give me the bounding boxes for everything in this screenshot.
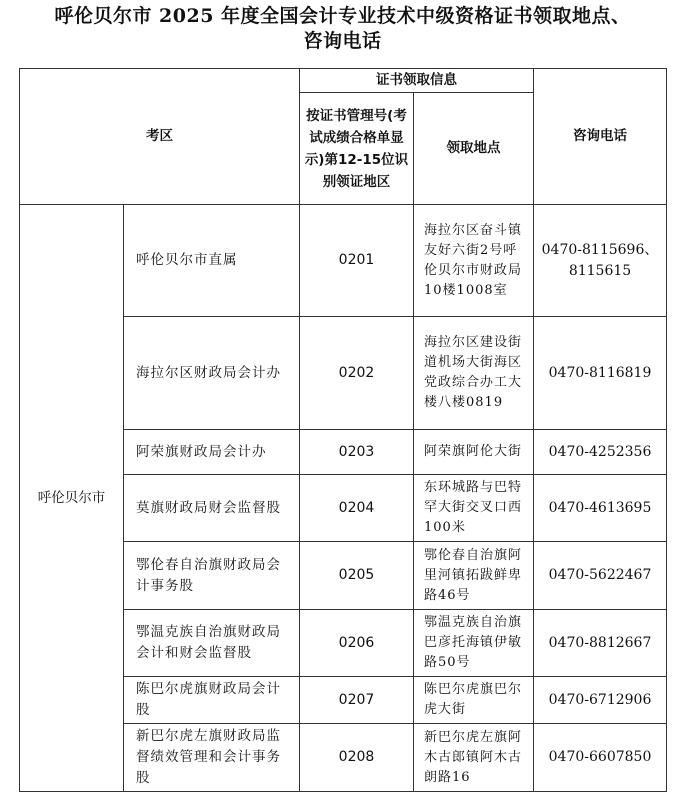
header-phone: 咨询电话 — [534, 69, 667, 205]
header-exam-area: 考区 — [20, 69, 300, 205]
address-cell: 鄂温克族自治旗巴彦托海镇伊敏路50号 — [414, 610, 534, 677]
certificate-pickup-table — [19, 68, 667, 792]
office-cell: 阿荣旗财政局会计办 — [124, 430, 300, 475]
code-cell: 0201 — [300, 205, 414, 317]
phone-cell: 0470-4252356 — [534, 430, 667, 475]
office-cell: 新巴尔虎左旗财政局监督绩效管理和会计事务股 — [124, 724, 300, 792]
office-cell: 鄂伦春自治旗财政局会计事务股 — [124, 542, 300, 610]
phone-cell: 0470-4613695 — [534, 475, 667, 542]
code-cell: 0205 — [300, 542, 414, 610]
phone-cell: 0470-6607850 — [534, 724, 667, 792]
header-row-1 — [20, 69, 667, 93]
phone-cell: 0470-8116819 — [534, 317, 667, 430]
title-line-2: 咨询电话 — [303, 30, 382, 52]
office-cell: 呼伦贝尔市直属 — [124, 205, 300, 317]
address-cell: 阿荣旗阿伦大街 — [414, 430, 534, 475]
phone-cell: 0470-8115696、8115615 — [534, 205, 667, 317]
region-cell: 呼伦贝尔市 — [20, 205, 124, 792]
office-cell: 鄂温克族自治旗财政局会计和财会监督股 — [124, 610, 300, 677]
phone-cell: 0470-8812667 — [534, 610, 667, 677]
office-cell: 莫旗财政局财会监督股 — [124, 475, 300, 542]
address-cell: 海拉尔区奋斗镇友好六街2号呼伦贝尔市财政局10楼1008室 — [414, 205, 534, 317]
address-cell: 陈巴尔虎旗巴尔虎大街 — [414, 677, 534, 724]
code-cell: 0207 — [300, 677, 414, 724]
code-cell: 0202 — [300, 317, 414, 430]
phone-cell: 0470-6712906 — [534, 677, 667, 724]
code-cell: 0206 — [300, 610, 414, 677]
code-cell: 0204 — [300, 475, 414, 542]
title-line-1: 呼伦贝尔市 2025 年度全国会计专业技术中级资格证书领取地点、 — [54, 5, 631, 27]
phone-cell: 0470-5622467 — [534, 542, 667, 610]
address-cell: 新巴尔虎左旗阿木古郎镇阿木古朗路16 — [414, 724, 534, 792]
header-code: 按证书管理号(考试成绩合格单显示)第12-15位识别领证地区 — [300, 93, 414, 205]
header-cert-info: 证书领取信息 — [300, 69, 534, 93]
table-row — [20, 205, 667, 317]
address-cell: 海拉尔区建设街道机场大街海区党政综合办工大楼八楼0819 — [414, 317, 534, 430]
header-location: 领取地点 — [414, 93, 534, 205]
address-cell: 东环城路与巴特罕大街交叉口西100米 — [414, 475, 534, 542]
code-cell: 0203 — [300, 430, 414, 475]
address-cell: 鄂伦春自治旗阿里河镇拓跋鲜卑路46号 — [414, 542, 534, 610]
code-cell: 0208 — [300, 724, 414, 792]
document-title — [0, 4, 685, 54]
office-cell: 陈巴尔虎旗财政局会计股 — [124, 677, 300, 724]
office-cell: 海拉尔区财政局会计办 — [124, 317, 300, 430]
